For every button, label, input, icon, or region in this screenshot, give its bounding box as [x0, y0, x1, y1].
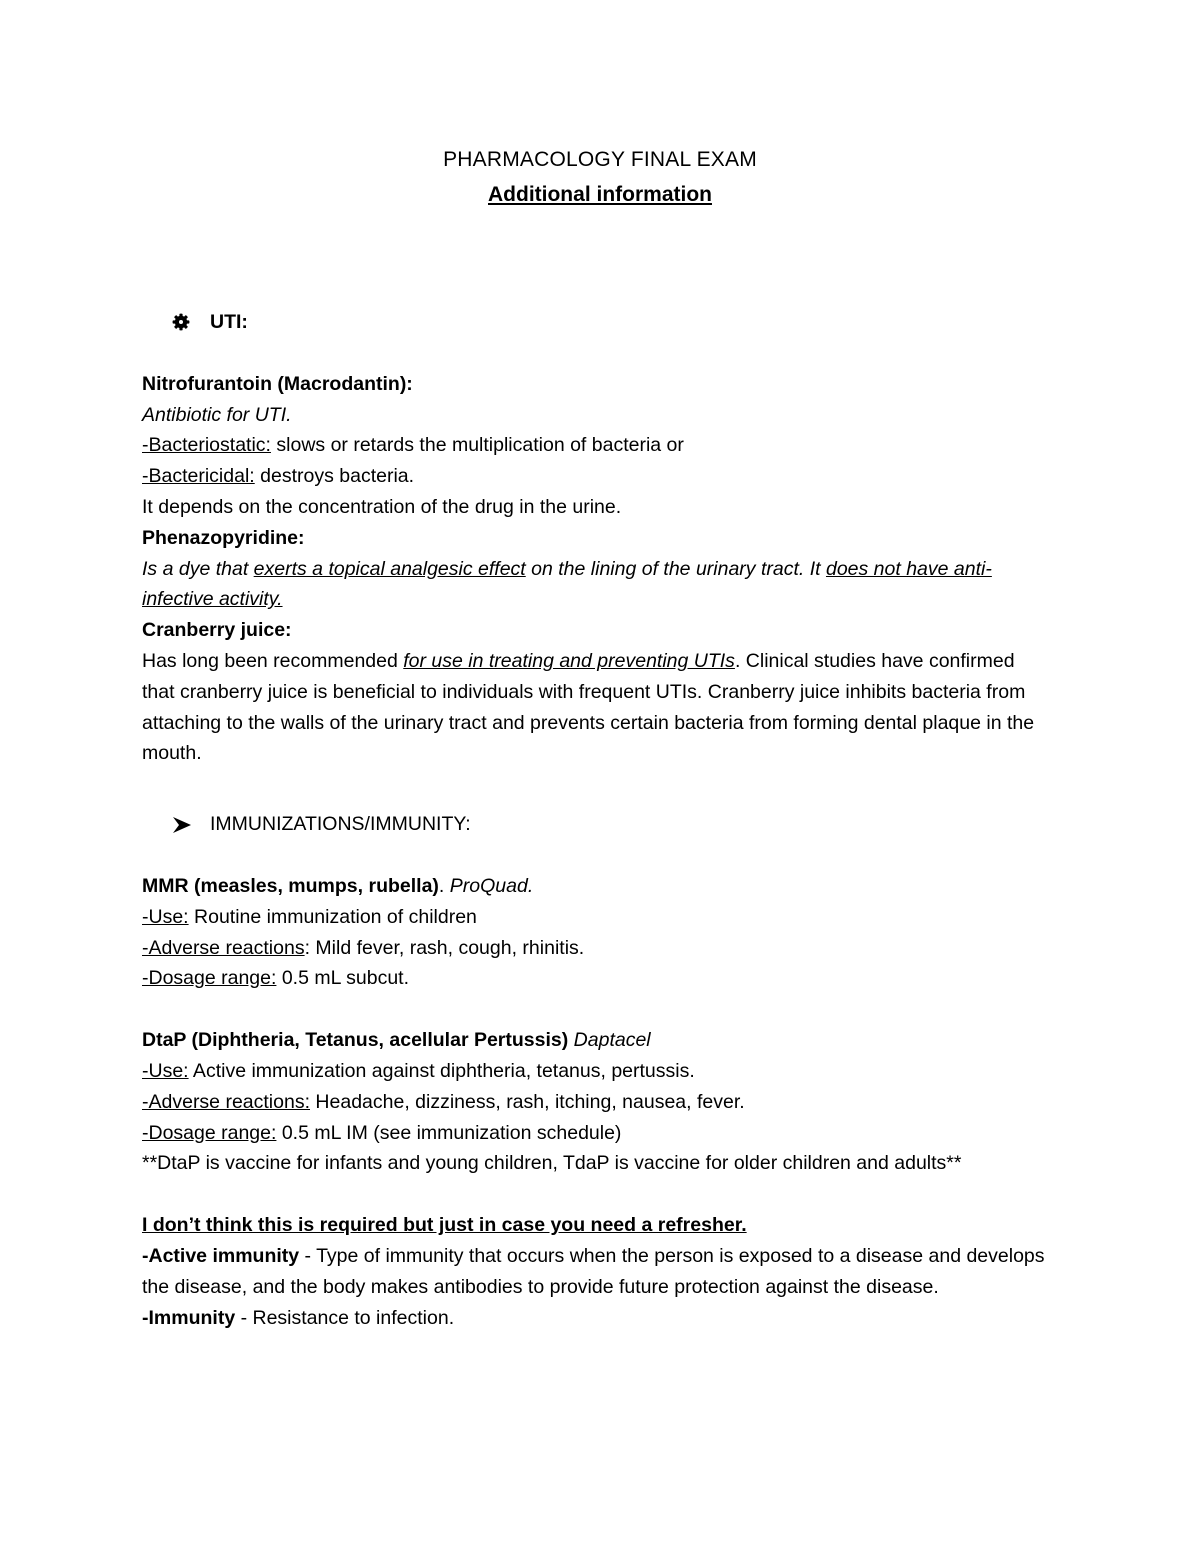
title-block	[0, 143, 1200, 213]
cranberry-title: Cranberry juice:	[142, 619, 292, 642]
bactericidal-line	[142, 461, 1052, 492]
section-heading-immunizations-label: IMMUNIZATIONS/IMMUNITY:	[210, 813, 471, 836]
bacteriostatic-line	[142, 430, 1052, 461]
mmr-adverse-line	[142, 933, 1052, 964]
bacteriostatic-text: slows or retards the multiplication of bacteria or	[270, 434, 684, 457]
bactericidal-label: -Bactericidal:	[142, 465, 255, 488]
mmr-dosage-line	[142, 963, 1052, 994]
phenazopyridine-text-1: Is a dye that	[142, 557, 254, 580]
mmr-brand: ProQuad.	[449, 874, 534, 897]
dtap-use-line	[142, 1056, 1052, 1087]
mmr-use-label: -Use:	[142, 905, 189, 928]
section-heading-uti	[172, 307, 1052, 338]
dtap-adverse-label: -Adverse reactions:	[142, 1090, 310, 1113]
mmr-adverse-text: : Mild fever, rash, cough, rhinitis.	[304, 936, 585, 959]
bactericidal-text: destroys bacteria.	[254, 465, 415, 488]
mmr-separator: .	[438, 874, 450, 897]
mmr-adverse-label: -Adverse reactions	[142, 936, 305, 959]
immunity-term: -Immunity	[142, 1306, 236, 1329]
dtap-adverse-line	[142, 1087, 1052, 1118]
mmr-title: MMR (measles, mumps, rubella)	[142, 874, 439, 897]
phenazopyridine-emphasis-1: exerts a topical analgesic effect	[253, 557, 526, 580]
page-title: PHARMACOLOGY FINAL EXAM	[443, 148, 757, 171]
dtap-dosage-line	[142, 1118, 1052, 1149]
refresher-heading: I don’t think this is required but just in case you need a refresher.	[142, 1214, 747, 1237]
mmr-use-line	[142, 902, 1052, 933]
arrowhead-bullet-icon	[172, 816, 210, 834]
section-heading-immunizations	[172, 809, 1052, 840]
dtap-dosage-text: 0.5 mL IM (see immunization schedule)	[276, 1121, 622, 1144]
cranberry-desc	[142, 646, 1052, 769]
dtap-dosage-label: -Dosage range:	[142, 1121, 277, 1144]
cranberry-emphasis: for use in treating and preventing UTIs	[403, 649, 735, 672]
mmr-dosage-text: 0.5 mL subcut.	[276, 967, 410, 990]
phenazopyridine-emphasis-2: does not have anti-infective activity.	[142, 557, 992, 611]
dtap-adverse-text: Headache, dizziness, rash, itching, nausea, fever.	[310, 1090, 745, 1113]
phenazopyridine-desc	[142, 554, 1052, 616]
dtap-title: DtaP (Diphtheria, Tetanus, acellular Pertussis)	[142, 1029, 569, 1052]
cranberry-text-1: Has long been recommended	[142, 649, 404, 672]
nitrofurantoin-title: Nitrofurantoin (Macrodantin):	[142, 372, 413, 395]
page-subtitle: Additional information	[488, 183, 712, 206]
dtap-title-line	[142, 1025, 1052, 1056]
mmr-title-line	[142, 871, 1052, 902]
immunity-text: - Resistance to infection.	[235, 1306, 455, 1329]
active-immunity-text: - Type of immunity that occurs when the person is exposed to a disease and develops the disease, and the body makes antibodies to provide future protection against the disease.	[142, 1244, 1045, 1298]
nitrofurantoin-desc: Antibiotic for UTI.	[142, 403, 292, 426]
phenazopyridine-text-2: on the lining of the urinary tract. It	[525, 557, 826, 580]
dtap-use-label: -Use:	[142, 1059, 189, 1082]
phenazopyridine-title: Phenazopyridine:	[142, 526, 305, 549]
active-immunity-definition	[142, 1241, 1052, 1303]
immunity-definition	[142, 1303, 1052, 1334]
mmr-use-text: Routine immunization of children	[188, 905, 477, 928]
bacteriostatic-label: -Bacteriostatic:	[142, 434, 271, 457]
gear-bullet-icon	[172, 313, 210, 331]
cranberry-text-2: . Clinical studies have confirmed that cranberry juice is beneficial to individuals with frequent UTIs. Cranberry juice inhibits bacteria from attaching to the walls of the urinary tract and prevents certain bacteria from forming dental plaque in the mouth.	[142, 649, 1035, 765]
dtap-use-text: Active immunization against diphtheria, tetanus, pertussis.	[188, 1059, 695, 1082]
dtap-note: **DtaP is vaccine for infants and young children, TdaP is vaccine for older children and adults**	[142, 1152, 962, 1175]
active-immunity-term: -Active immunity	[142, 1244, 300, 1267]
mmr-dosage-label: -Dosage range:	[142, 967, 277, 990]
dtap-brand: Daptacel	[568, 1029, 651, 1052]
document-body	[142, 307, 1052, 1333]
section-heading-uti-label: UTI:	[210, 311, 248, 333]
concentration-note: It depends on the concentration of the drug in the urine.	[142, 495, 622, 518]
